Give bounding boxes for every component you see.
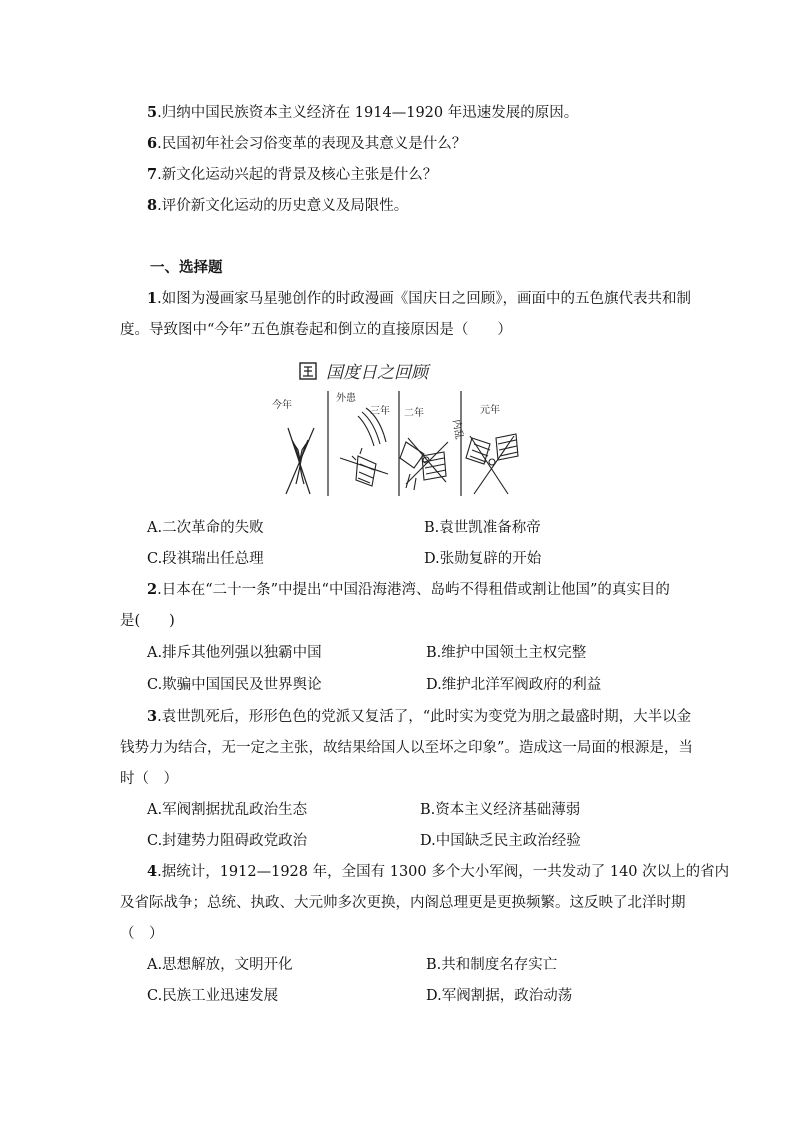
question-number: 8 <box>147 197 158 214</box>
question-2-line-1 <box>147 580 670 600</box>
cartoon-title: 国度日之回顾 <box>326 363 428 383</box>
question-number: 3 <box>147 708 158 725</box>
review-question-7 <box>147 165 437 185</box>
q1-option-d: D.张勋复辟的开始 <box>424 551 542 567</box>
q4-option-b: B.共和制度名存实亡 <box>426 957 558 973</box>
label-year-one: 元年 <box>480 405 500 416</box>
upright-flags-icon <box>466 434 518 494</box>
question-text: .评价新文化运动的历史意义及局限性。 <box>157 198 409 214</box>
question-2-line-2: 是( ) <box>120 613 175 629</box>
review-question-8 <box>147 196 408 216</box>
crossed-flags-icon <box>400 438 448 490</box>
question-4-line-2: 及省际战争；总统、执政、大元帅多次更换，内阁总理更是更换频繁。这反映了北洋时期 <box>120 895 686 911</box>
q3-option-b: B.资本主义经济基础薄弱 <box>420 802 581 818</box>
q1-option-a: A.二次革命的失败 <box>147 520 264 536</box>
question-text: .民国初年社会习俗变革的表现及其意义是什么？ <box>157 136 467 152</box>
question-3-line-3: 时（ ） <box>120 771 178 787</box>
question-1-line-1 <box>147 289 691 309</box>
question-number: 7 <box>147 166 158 183</box>
label-foreign-threat: 外患 <box>336 393 356 404</box>
question-4-line-1 <box>147 862 729 882</box>
question-number: 6 <box>147 135 158 152</box>
question-text: .袁世凯死后，形形色色的党派又复活了，“此时实为变党为朋之最盛时期，大半以金 <box>157 709 692 725</box>
question-4-line-3: （ ） <box>120 926 164 942</box>
wind-flag-icon <box>340 408 388 486</box>
question-3-line-1 <box>147 707 691 727</box>
label-year-three: 三年 <box>370 406 390 417</box>
q1-option-c: C.段祺瑞出任总理 <box>147 551 264 567</box>
q4-option-c: C.民族工业迅速发展 <box>147 988 279 1004</box>
label-internal-chaos: 内乱 <box>450 418 465 441</box>
review-question-6 <box>147 134 466 154</box>
question-number: 2 <box>147 581 158 598</box>
question-text: .归纳中国民族资本主义经济在 1914—1920 年迅速发展的原因。 <box>157 105 579 121</box>
cartoon-image <box>270 356 525 498</box>
q4-option-a: A.思想解放，文明开化 <box>147 957 293 973</box>
question-text: .据统计，1912—1928 年，全国有 1300 多个大小军阀，一共发动了 140 次以上的省内 <box>157 864 730 880</box>
question-3-line-2: 钱势力为结合，无一定之主张，故结果给国人以至坏之印象”。造成这一局面的根源是，当 <box>120 740 693 756</box>
q3-option-a: A.军阀割据扰乱政治生态 <box>147 802 308 818</box>
question-number: 1 <box>147 290 158 307</box>
q2-option-a: A.排斥其他列强以独霸中国 <box>147 645 322 661</box>
q3-option-c: C.封建势力阻碍政党政治 <box>147 833 308 849</box>
question-1-line-2: 度。导致图中“今年”五色旗卷起和倒立的直接原因是（ ） <box>120 322 512 338</box>
q2-option-c: C.欺骗中国国民及世界舆论 <box>147 677 322 693</box>
q3-option-d: D.中国缺乏民主政治经验 <box>420 833 581 849</box>
review-question-5 <box>147 103 578 123</box>
question-text: .新文化运动兴起的背景及核心主张是什么？ <box>157 167 438 183</box>
question-text: .如图为漫画家马星驰创作的时政漫画《国庆日之回顾》，画面中的五色旗代表共和制 <box>157 291 691 307</box>
q4-option-d: D.军阀割据，政治动荡 <box>426 988 573 1004</box>
label-year-two: 二年 <box>404 408 424 419</box>
q2-option-d: D.维护北洋军阀政府的利益 <box>426 677 602 693</box>
question-number: 5 <box>147 104 158 121</box>
question-text: .日本在“二十一条”中提出“中国沿海港湾、岛屿不得租借或割让他国”的真实目的 <box>157 582 670 598</box>
rolled-flags-icon <box>286 428 314 494</box>
section-title: 一、选择题 <box>150 260 223 276</box>
label-this-year: 今年 <box>272 400 292 411</box>
q1-option-b: B.袁世凯准备称帝 <box>424 520 541 536</box>
question-number: 4 <box>147 863 158 880</box>
cartoon-seal-icon <box>300 363 316 379</box>
q2-option-b: B.维护中国领土主权完整 <box>426 645 587 661</box>
